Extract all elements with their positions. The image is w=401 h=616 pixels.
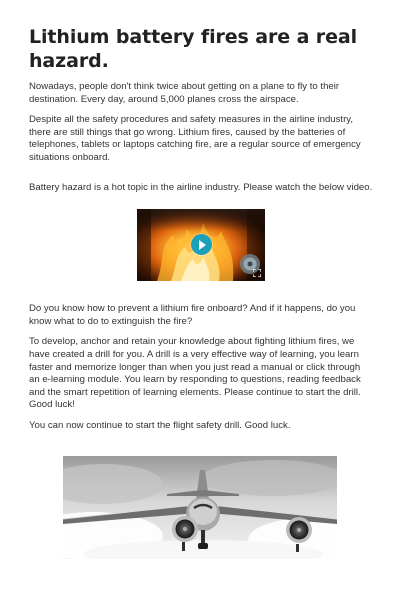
airplane-photo [63, 456, 337, 559]
fullscreen-icon[interactable] [253, 269, 261, 277]
question-paragraph: Do you know how to prevent a lithium fire onboard? And if it happens, do you know what to do to extinguish the fire? [29, 303, 356, 327]
airplane-image[interactable] [63, 456, 337, 559]
continue-paragraph: You can now continue to start the flight safety drill. Good luck. [29, 419, 291, 431]
zoom-icon[interactable] [322, 544, 334, 556]
play-icon[interactable] [191, 234, 212, 255]
intro-paragraph: Nowadays, people don't think twice about getting on a plane to fly to their destination. Every day, around 5,000 planes cross the airspace. [29, 81, 340, 105]
safety-paragraph: Despite all the safety procedures and safety measures in the airline industry, there are still things that go wrong. Lithium fires, caused by the batteries of telephones, tablets or laptops catching fire, are a regular source of emergency situations onboard. [29, 114, 361, 163]
video-player[interactable] [137, 209, 265, 281]
page-title: Lithium battery fires are a real hazard. [29, 26, 358, 72]
video-intro-paragraph: Battery hazard is a hot topic in the airline industry. Please watch the below video. [29, 181, 373, 193]
drill-paragraph: To develop, anchor and retain your knowledge about fighting lithium fires, we have created a drill for you. A drill is a very effective way of learning, you learn faster and memorize longer than when you just read a manual or click through an e-learning module. You learn by responding to questions, reading feedback and the smart repetition of learning elements. Please continue to start the drill. Good luck! [29, 336, 361, 411]
